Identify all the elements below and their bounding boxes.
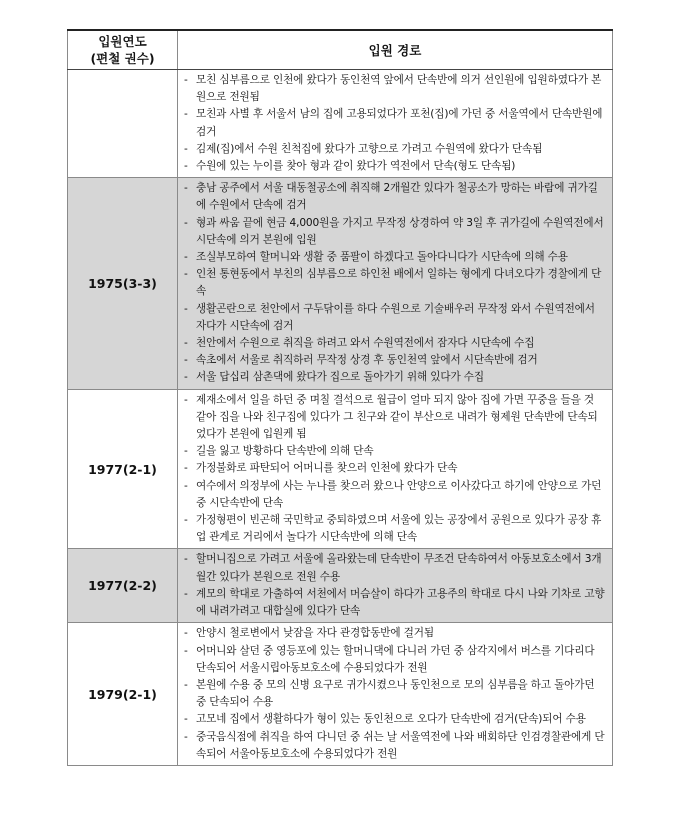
list-item xyxy=(184,249,606,266)
bullet-dash: - xyxy=(184,108,188,121)
year-cell xyxy=(68,70,178,178)
list-item-text: 생활곤란으로 천안에서 구두닦이를 하다 수원으로 기술배우러 무작정 와서 수원역전에서 자다가 시단속에 검거 xyxy=(196,302,595,332)
list-item-text: 할머니집으로 가려고 서울에 올라왔는데 단속반이 무조건 단속하여서 아동보호소에서 3개월간 있다가 본원으로 전원 수용 xyxy=(196,553,602,583)
bullet-dash: - xyxy=(184,553,188,566)
bullet-dash: - xyxy=(184,644,188,657)
list-item xyxy=(184,729,606,763)
list-item-text: 속초에서 서울로 취직하러 무작정 상경 후 동인천역 앞에서 시단속반에 검거 xyxy=(196,354,538,367)
list-item xyxy=(184,335,606,352)
route-column-header: 입원 경로 xyxy=(178,30,613,70)
list-item-text: 길을 잃고 방황하다 단속반에 의해 단속 xyxy=(196,445,374,458)
list-item xyxy=(184,677,606,711)
year-column-header xyxy=(68,30,178,70)
list-item xyxy=(184,369,606,386)
route-cell xyxy=(178,70,613,178)
bullet-dash: - xyxy=(184,216,188,229)
bullet-dash: - xyxy=(184,74,188,86)
year-cell: 1977(2-2) xyxy=(68,549,178,623)
year-header-line2: (편철 권수) xyxy=(90,51,155,66)
table-row xyxy=(68,623,613,766)
list-item xyxy=(184,460,606,477)
year-cell: 1975(3-3) xyxy=(68,178,178,389)
list-item xyxy=(184,443,606,460)
bullet-dash: - xyxy=(184,678,188,691)
bullet-dash: - xyxy=(184,337,188,350)
list-item-text: 제재소에서 일을 하던 중 며칠 결석으로 월급이 얼마 되지 않아 집에 가면 꾸중을 들을 것 같아 집을 나와 친구집에 있다가 그 친구와 같이 부산으로 내려가 형제원 단속반에 단속되었다가 본원에 입원케 됨 xyxy=(196,393,598,441)
list-item xyxy=(184,352,606,369)
bullet-dash: - xyxy=(184,462,188,475)
list-item-text: 서울 답십리 삼촌댁에 왔다가 집으로 돌아가기 위해 있다가 수집 xyxy=(196,371,484,384)
list-item-text: 조실부모하여 할머니와 생활 중 품팔이 하겠다고 돌아다니다가 시단속에 의해 수용 xyxy=(196,251,568,264)
bullet-dash: - xyxy=(184,182,188,195)
bullet-dash: - xyxy=(184,393,188,406)
list-item xyxy=(184,180,606,214)
header-row xyxy=(68,30,613,70)
list-item-text: 충남 공주에서 서울 대동철공소에 취직해 2개월간 있다가 철공소가 망하는 바람에 귀가길에 수원에서 단속에 검거 xyxy=(196,182,598,212)
list-item-text: 인천 통현동에서 부친의 심부름으로 하인천 배에서 일하는 형에게 다녀오다가 경찰에게 단속 xyxy=(196,268,602,298)
list-item xyxy=(184,478,606,512)
list-item xyxy=(184,301,606,335)
route-cell xyxy=(178,178,613,389)
list-item-text: 모친 심부름으로 인천에 왔다가 동인천역 앞에서 단속반에 의거 선인원에 입원하였다가 본원으로 전원됨 xyxy=(196,74,602,104)
bullet-dash: - xyxy=(184,354,188,367)
table-row xyxy=(68,70,613,178)
list-item-text: 계모의 학대로 가출하여 서천에서 머슴살이 하다가 고용주의 학대로 다시 나와 기차로 고향에 내려가려고 대합실에 있다가 단속 xyxy=(196,587,605,618)
bullet-dash: - xyxy=(184,142,188,155)
table-row xyxy=(68,178,613,389)
list-item-text: 안양시 철로변에서 낮잠을 자다 관경합동반에 걸거됨 xyxy=(196,627,434,640)
list-item xyxy=(184,106,606,140)
bullet-dash: - xyxy=(184,713,188,726)
list-item-text: 여수에서 의정부에 사는 누나를 찾으러 왔으나 안양으로 이사갔다고 하기에 안양으로 가던 중 시단속반에 단속 xyxy=(196,479,602,509)
list-item-text: 가정형편이 빈곤해 국민학교 중퇴하였으며 서울에 있는 공장에서 공원으로 있다가 공장 휴업 관계로 거리에서 놀다가 시단속반에 의해 단속 xyxy=(196,514,602,544)
list-item xyxy=(184,643,606,677)
list-item-text: 천안에서 수원으로 취직을 하려고 와서 수원역전에서 잠자다 시단속에 수집 xyxy=(196,337,535,350)
route-cell xyxy=(178,549,613,623)
list-item-text: 고모네 집에서 생활하다가 형이 있는 동인천으로 오다가 단속반에 검거(단속)되어 수용 xyxy=(196,713,586,726)
list-item-text: 어머니와 살던 중 영등포에 있는 할머니댁에 다니러 가던 중 삼각지에서 버스를 기다리다 단속되어 서울시립아동보호소에 수용되었다가 전원 xyxy=(196,644,595,674)
bullet-dash: - xyxy=(184,251,188,264)
list-item xyxy=(184,158,606,175)
list-item-text: 모친과 사별 후 서울서 남의 집에 고용되었다가 포천(집)에 가던 중 서울역에서 단속반원에 검거 xyxy=(196,108,603,138)
list-item xyxy=(184,512,606,546)
list-item xyxy=(184,266,606,300)
list-item xyxy=(184,551,606,585)
table-row xyxy=(68,549,613,623)
list-item-text: 형과 싸움 끝에 현금 4,000원을 가지고 무작정 상경하여 약 3일 후 귀가길에 수원역전에서 시단속에 의거 본원에 입원 xyxy=(196,216,604,246)
bullet-dash: - xyxy=(184,445,188,458)
list-item xyxy=(184,72,606,106)
list-item xyxy=(184,586,606,620)
list-item-text: 중국음식점에 취직을 하여 다니던 중 쉬는 날 서울역전에 나와 배회하단 인검경찰관에게 단속되어 서울아동보호소에 수용되었다가 전원 xyxy=(196,730,605,760)
table-row xyxy=(68,389,613,549)
bullet-dash: - xyxy=(184,160,188,173)
list-item xyxy=(184,215,606,249)
list-item-text: 김제(집)에서 수원 친척집에 왔다가 고향으로 가려고 수원역에 왔다가 단속됨 xyxy=(196,142,543,155)
bullet-dash: - xyxy=(184,479,188,492)
year-header-line1: 입원연도 xyxy=(98,34,147,49)
list-item xyxy=(184,625,606,642)
route-cell xyxy=(178,389,613,549)
admission-route-table xyxy=(67,29,613,766)
list-item xyxy=(184,392,606,444)
route-cell xyxy=(178,623,613,766)
year-cell: 1979(2-1) xyxy=(68,623,178,766)
bullet-dash: - xyxy=(184,268,188,281)
bullet-dash: - xyxy=(184,730,188,743)
list-item xyxy=(184,711,606,728)
bullet-dash: - xyxy=(184,627,188,640)
year-cell: 1977(2-1) xyxy=(68,389,178,549)
table-body xyxy=(68,70,613,766)
list-item-text: 가정불화로 파탄되어 어머니를 찾으러 인천에 왔다가 단속 xyxy=(196,462,458,475)
list-item xyxy=(184,141,606,158)
list-item-text: 수원에 있는 누이를 찾아 형과 같이 왔다가 역전에서 단속(형도 단속됨) xyxy=(196,160,516,173)
list-item-text: 본원에 수용 중 모의 신병 요구로 귀가시켰으나 동인천으로 모의 심부름을 하고 돌아가던 중 단속되어 수용 xyxy=(196,678,595,709)
bullet-dash: - xyxy=(184,587,188,600)
bullet-dash: - xyxy=(184,514,188,527)
bullet-dash: - xyxy=(184,371,188,384)
bullet-dash: - xyxy=(184,302,188,315)
